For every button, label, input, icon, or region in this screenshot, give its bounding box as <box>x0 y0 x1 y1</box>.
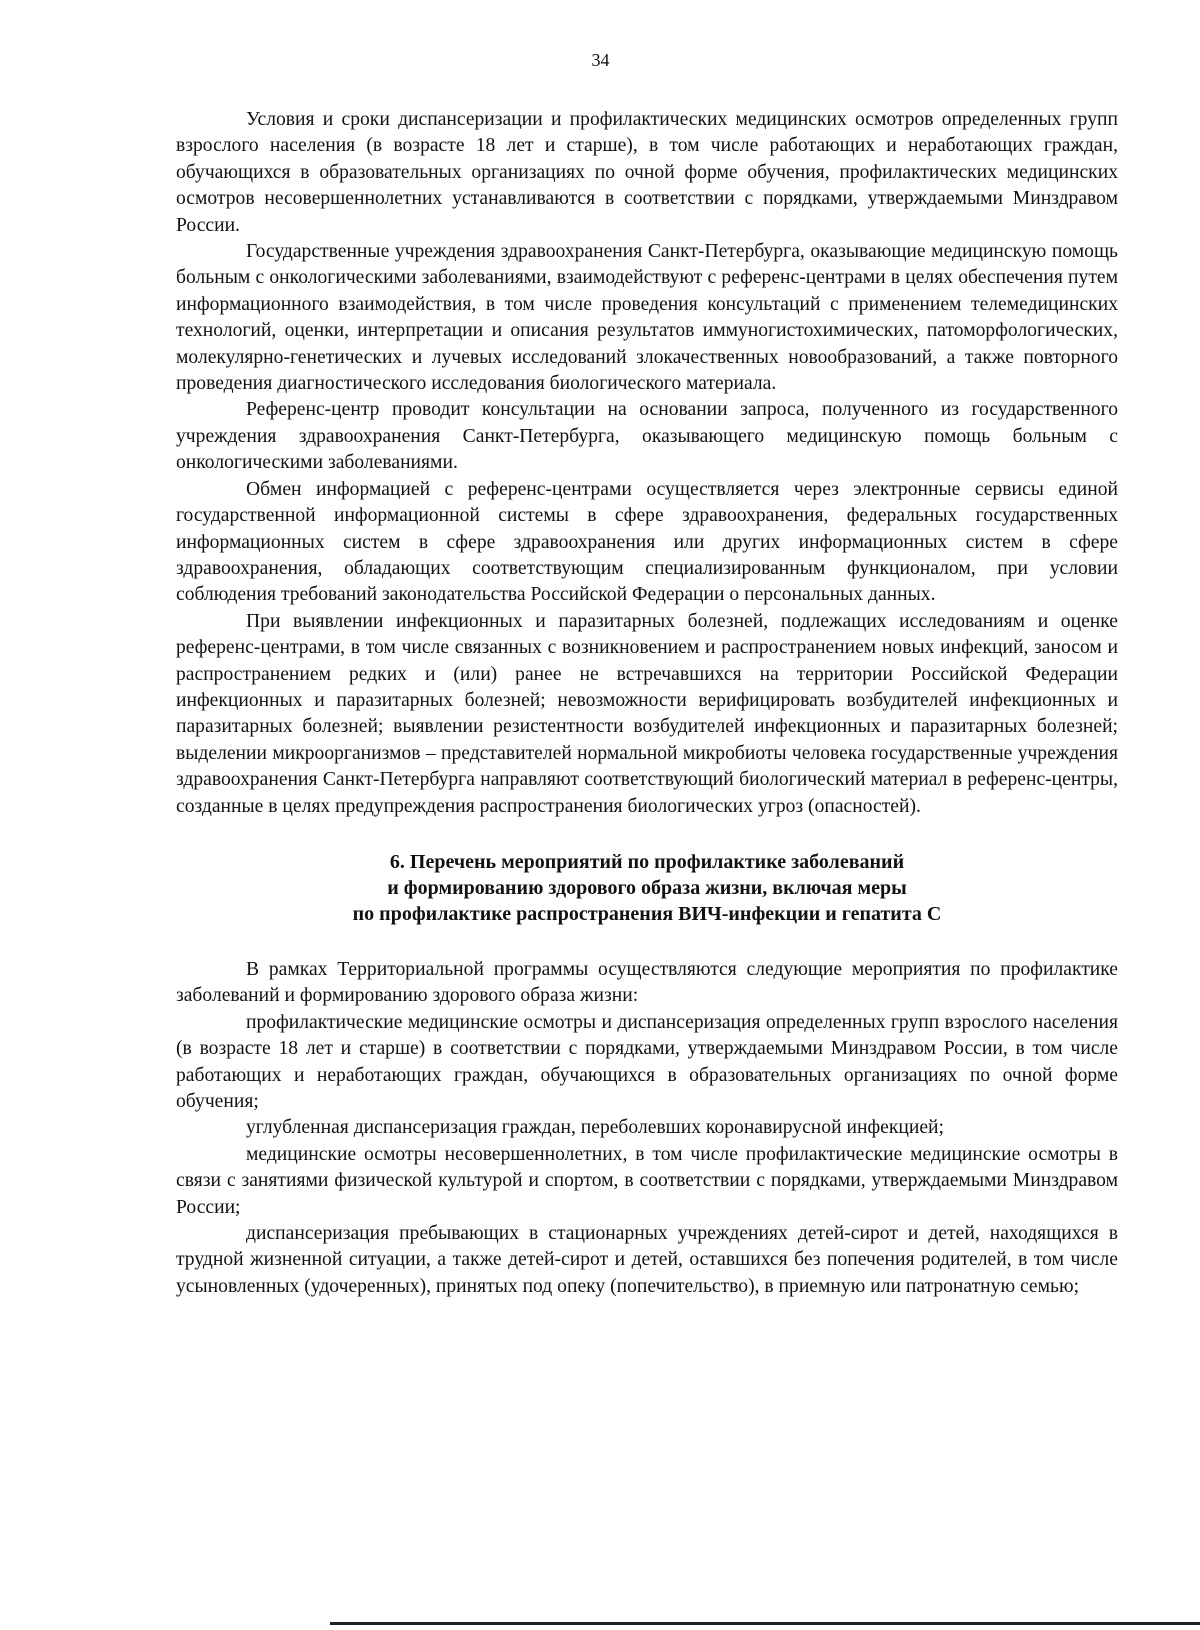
paragraph-oncology-institutions: Государственные учреждения здравоохранения Санкт-Петербурга, оказывающие медицинскую помощь больным с онкологическими заболеваниями, взаимодействуют с референс-центрами в целях обеспечения путем информационного взаимодействия, в том числе проведения консультаций с применением телемедицинских технологий, оценки, интерпретации и описания результатов иммуногистохимических, патоморфологических, молекулярно-генетических и лучевых исследований злокачественных новообразований, а также повторного проведения диагностического исследования биологического материала. <box>176 241 1118 395</box>
paragraph-information-exchange: Обмен информацией с референс-центрами осуществляется через электронные сервисы единой государственной информационной системы в сфере здравоохранения, федеральных государственных информационных систем в сфере здравоохранения или других информационных систем в сфере здравоохранения, обладающих соответствующим специализированным функционалом, при условии соблюдения требований законодательства Российской Федерации о персональных данных. <box>176 478 1118 606</box>
list-item-orphan-examinations: диспансеризация пребывающих в стационарных учреждениях детей-сирот и детей, находящихся в трудной жизненной ситуации, а также детей-сирот и детей, оставшихся без попечения родителей, в том числе усыновленных (удочеренных), принятых под опеку (попечительство), в приемную или патронатную семью; <box>176 1223 1118 1297</box>
paragraph-infectious-diseases: При выявлении инфекционных и паразитарных болезней, подлежащих исследованиям и оценке референс-центрами, в том числе связанных с возникновением и распространением новых инфекций, заносом и распространением редких и (или) ранее не встречавшихся на территории Российской Федерации инфекционных и паразитарных болезней; невозможности верифицировать возбудителей инфекционных и паразитарных болезней; выявлении резистентности возбудителей инфекционных и паразитарных болезней; выделении микроорганизмов – представителей нормальной микробиоты человека государственные учреждения здравоохранения Санкт-Петербурга направляют соответствующий биологический материал в референс-центры, созданные в целях предупреждения распространения биологических угроз (опасностей). <box>176 610 1118 817</box>
scan-edge-line <box>330 1622 1200 1625</box>
paragraph-exam-terms: Условия и сроки диспансеризации и профилактических медицинских осмотров определенных групп взрослого населения (в возрасте 18 лет и старше), в том числе работающих и неработающих граждан, обучающихся в образовательных организациях по очной форме обучения, профилактических медицинских осмотров несовершеннолетних устанавливаются в соответствии с порядками, утверждаемыми Минздравом России. <box>176 109 1118 236</box>
document-body <box>176 107 1118 1300</box>
list-item-adult-examinations: профилактические медицинские осмотры и диспансеризация определенных групп взрослого населения (в возрасте 18 лет и старше) в соответствии с порядками, утверждаемыми Минздравом России, в том числе работающих и неработающих граждан, обучающихся в образовательных организациях по очной форме обучения; <box>176 1011 1118 1112</box>
section-heading-line: 6. Перечень мероприятий по профилактике заболеваний <box>389 850 905 873</box>
list-item-covid-examination: углубленная диспансеризация граждан, переболевших коронавирусной инфекцией; <box>246 1117 944 1139</box>
list-item-minor-examinations: медицинские осмотры несовершеннолетних, в том числе профилактические медицинские осмотры в связи с занятиями физической культурой и спортом, в соответствии с порядками, утверждаемыми Минздравом России; <box>176 1143 1118 1218</box>
section-heading-line: и формированию здорового образа жизни, включая меры <box>387 876 907 899</box>
section-heading-line: по профилактике распространения ВИЧ-инфекции и гепатита С <box>352 902 942 925</box>
section-heading <box>176 849 1118 927</box>
paragraph-program-measures: В рамках Территориальной программы осуществляются следующие мероприятия по профилактике заболеваний и формированию здорового образа жизни: <box>176 958 1118 1007</box>
page-number: 34 <box>591 50 610 70</box>
paragraph-reference-center-consultations: Референс-центр проводит консультации на основании запроса, полученного из государственного учреждения здравоохранения Санкт-Петербурга, оказывающего медицинскую помощь больным с онкологическими заболеваниями. <box>176 399 1118 474</box>
